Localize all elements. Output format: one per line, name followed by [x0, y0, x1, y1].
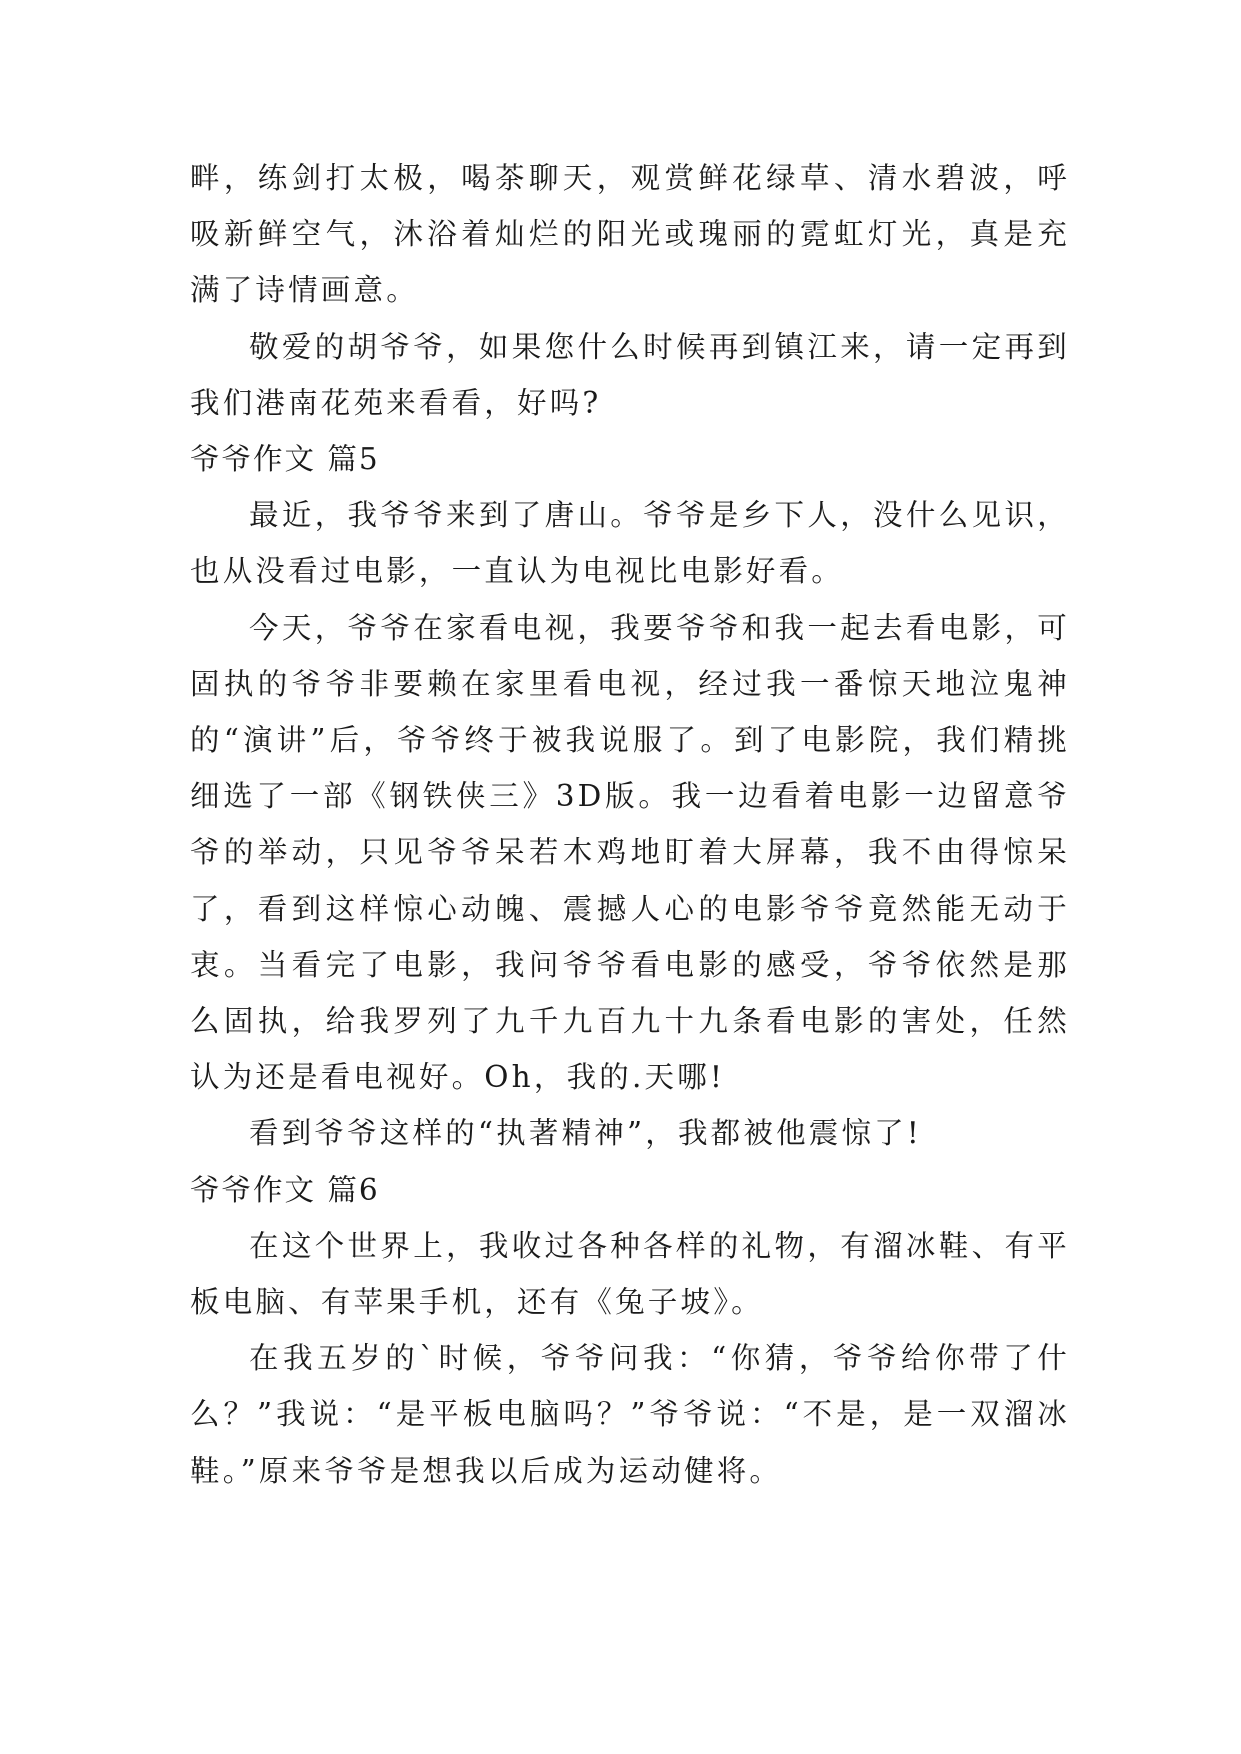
paragraph: 看到爷爷这样的“执著精神”，我都被他震惊了!: [249, 1116, 922, 1151]
paragraph: 在这个世界上，我收过各种各样的礼物，有溜冰鞋、有平板电脑、有苹果手机，还有《兔子坡》。: [190, 1228, 1070, 1320]
paragraph: 畔，练剑打太极，喝茶聊天，观赏鲜花绿草、清水碧波，呼吸新鲜空气，沐浴着灿烂的阳光或瑰丽的霓虹灯光，真是充满了诗情画意。: [190, 161, 1070, 308]
document-page: [190, 150, 1070, 1499]
paragraph: 敬爱的胡爷爷，如果您什么时候再到镇江来，请一定再到我们港南花苑来看看，好吗?: [190, 329, 1070, 420]
section-heading: 爷爷作文 篇5: [190, 442, 380, 477]
paragraph: 在我五岁的`时候，爷爷问我：“你猜，爷爷给你带了什么？”我说：“是平板电脑吗？”爷爷说：“不是，是一双溜冰鞋。”原来爷爷是想我以后成为运动健将。: [190, 1341, 1070, 1488]
paragraph: 今天，爷爷在家看电视，我要爷爷和我一起去看电影，可固执的爷爷非要赖在家里看电视，经过我一番惊天地泣鬼神的“演讲”后，爷爷终于被我说服了。到了电影院，我们精挑细选了一部《钢铁侠三》3D版。我一边看着电影一边留意爷爷的举动，只见爷爷呆若木鸡地盯着大屏幕，我不由得惊呆了，看到这样惊心动魄、震撼人心的电影爷爷竟然能无动于衷。当看完了电影，我问爷爷看电影的感受，爷爷依然是那么固执，给我罗列了九千九百九十九条看电影的害处，任然认为还是看电视好。Oh，我的.天哪!: [190, 610, 1070, 1095]
paragraph: 最近，我爷爷来到了唐山。爷爷是乡下人，没什么见识，也从没看过电影，一直认为电视比电影好看。: [190, 498, 1070, 589]
section-heading: 爷爷作文 篇6: [190, 1172, 380, 1207]
